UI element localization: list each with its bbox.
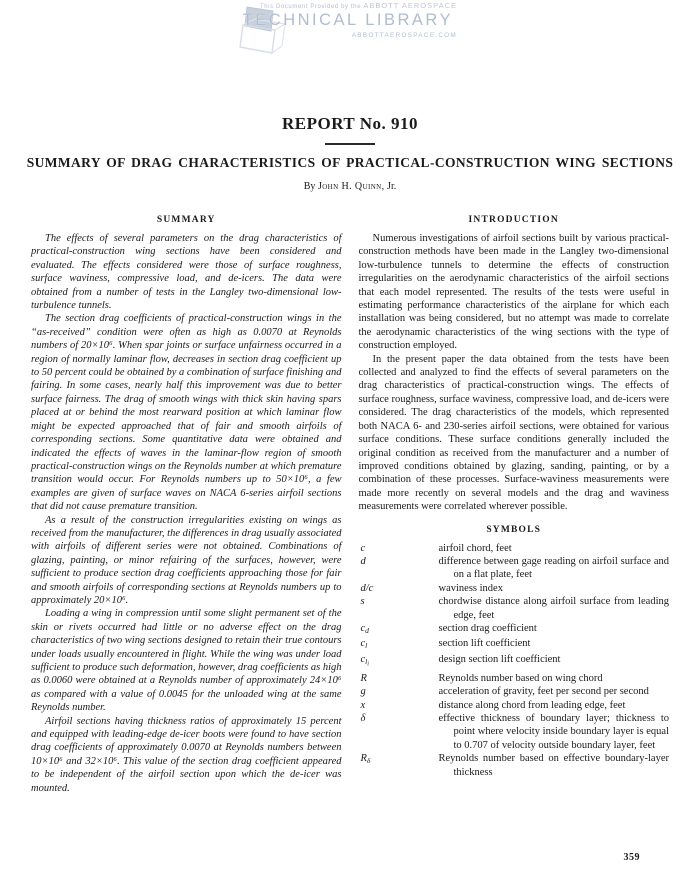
symbol-definition: section lift coefficient (438, 638, 531, 650)
symbol-glyph: cl (360, 638, 368, 651)
summary-paragraphs (31, 232, 342, 795)
symbol-definition: waviness index (438, 582, 503, 594)
symbol-definition: chordwise distance along airfoil surface from leading edge, feet (438, 596, 669, 621)
symbol-row (359, 712, 670, 752)
symbol-definition: design section lift coefficient (438, 653, 561, 665)
page-number: 359 (623, 852, 640, 863)
symbol-definition: Reynolds number based on effective boundary-layer thickness (438, 753, 669, 778)
symbol-glyph: R (360, 672, 367, 684)
page-title: SUMMARY OF DRAG CHARACTERISTICS OF PRACTICAL-CONSTRUCTION WING SECTIONS (26, 155, 674, 170)
symbol-row (359, 622, 670, 637)
symbol-glyph: cd (360, 622, 369, 635)
symbol-definition: Reynolds number based on wing chord (438, 672, 603, 684)
symbol-glyph: d/c (360, 582, 374, 594)
symbol-row (359, 752, 670, 779)
watermark (225, 1, 465, 59)
symbol-glyph: δ (360, 712, 366, 724)
watermark-library-title: TECHNICAL LIBRARY (242, 11, 453, 29)
byline-by: By (303, 181, 316, 192)
symbol-glyph: $cl_i$ (360, 653, 369, 668)
two-column-body (0, 215, 700, 795)
introduction-paragraphs (359, 232, 670, 514)
byline (0, 181, 700, 192)
title-divider (325, 143, 375, 145)
symbol-definition: effective thickness of boundary layer; thickness to point where velocity inside boundary layer is equal to 0.707 of velocity outside boundary layer, feet (438, 712, 669, 751)
symbol-row (359, 653, 670, 672)
symbol-glyph: s (360, 596, 365, 608)
paragraph: The effects of several parameters on the drag characteristics of practical-construction wing sections have been considered and evaluated. The effects considered were those of surface roughness, surface waviness, compressive load, and de-icers. The data were obtained from a number of tests in the Langley two-dimensional low-turbulence tunnels. (31, 233, 342, 312)
paragraph: Numerous investigations of airfoil sections built by various practical-construction methods have been made in the Langley two-dimensional low-turbulence tunnels to determine the effects of construction irregularities on the aerodynamic characteristics of the airfoil sections that each model represented. The results of the tests were useful in estimating performance characteristics of the airplane for which each installation was being considered, but no attempt was made to correlate the aerodynamic characteristics of the wing sections with the type of construction employed. (358, 233, 669, 352)
left-column (31, 215, 342, 795)
right-column (359, 215, 670, 779)
symbol-row (359, 685, 670, 698)
symbol-definition: section drag coefficient (438, 622, 537, 634)
symbol-definition: difference between gage reading on airfoil surface and on a flat plate, feet (438, 555, 669, 581)
symbols-heading: SYMBOLS (486, 524, 542, 535)
symbol-glyph: c (360, 542, 366, 554)
paragraph: As a result of the construction irregularities existing on wings as received from the manufacturer, the differences in drag usually associated with airfoils of different series were not obtained. Combinations of glazing, painting, or minor refairing of the surfaces, however, were sufficient to produce section drag coefficients approaching those for fair and smooth airfoils of corresponding sections at Reynolds numbers up to approximately 20×10⁶. (31, 514, 342, 606)
symbol-row (359, 699, 670, 712)
symbols-list (359, 542, 670, 779)
watermark-brand: ABBOTT AEROSPACE (363, 1, 457, 10)
symbol-row (359, 555, 670, 582)
symbol-row (359, 542, 670, 555)
symbol-row (359, 637, 670, 652)
symbol-glyph: g (360, 686, 366, 698)
watermark-text (243, 1, 457, 39)
summary-heading: SUMMARY (156, 215, 216, 225)
introduction-heading: INTRODUCTION (468, 215, 559, 225)
paragraph: The section drag coefficients of practical-construction wings in the “as-received” condition were often as high as 0.0070 at Reynolds numbers of 20×10⁶. When spar joints or surface unfairness occurred in a region of normally laminar flow, decreases in section drag coefficient up to 50 percent could be obtained by a combination of surface finishing and fairing. In some cases, nearly half this improvement was due to better surface fairness. The drag of smooth wings with thick skin having spars placed at or behind the most rearward position at which laminar flow might be expected approached that of fair and smooth airfoils of corresponding sections. Some quantitative data were obtained and indicated the effects of waves in the laminar-flow region of smooth practical-construction wings on the Reynolds number at which premature transition would occur. For Reynolds numbers up to 50×10⁶, a few examples are given of surface waves on NACA 6-series airfoil sections that did not cause premature transition. (31, 313, 342, 513)
symbol-glyph: x (360, 699, 366, 711)
symbol-row (359, 672, 670, 685)
symbol-row (359, 582, 670, 595)
author-suffix: Jr. (387, 181, 397, 192)
paragraph: Loading a wing in compression until some slight permanent set of the skin or rivets occurred had little or no adverse effect on the drag characteristics of two wing sections designed to retain their true contours under loads usually encountered in flight. While the wing was under load sufficient to produce such deformation, however, drag coefficients as high as 0.0060 were obtained at a Reynolds number of approximately 24×10⁶ as compared with a value of 0.0045 for the unloaded wing at the same Reynolds number. (31, 608, 342, 714)
symbol-definition: distance along chord from leading edge, feet (438, 699, 626, 711)
paragraph: In the present paper the data obtained from the tests have been collected and analyzed to find the effects of several parameters on the drag characteristics of practical-construction wings. The effects of surface roughness, surface waviness, compressive load, and de-icers were considered. The drag characteristics of the models, which represented both NACA 6- and 230-series airfoil sections, were obtained for various surface conditions. These surface conditions generally included the original condition as received from the manufacturer and a number of improved conditions obtained by glazing, sanding, painting, or by a combination of these processes. Surface-waviness measurements were made more recently on several models and the drag and waviness measurements were correlated wherever possible. (358, 353, 669, 513)
symbol-row (359, 595, 670, 622)
symbol-definition: acceleration of gravity, feet per second per second (438, 686, 649, 698)
symbol-glyph: d (360, 555, 366, 567)
watermark-site-link[interactable]: ABBOTTAEROSPACE.COM (351, 32, 457, 39)
report-number: REPORT No. 910 (282, 114, 418, 133)
paragraph: Airfoil sections having thickness ratios of approximately 15 percent and equipped with leading-edge de-icer boots were found to have section drag coefficients of approximately 0.0070 at Reynolds numbers between 10×10⁶ and 32×10⁶. This value of the section drag coefficient appeared to be independent of the airfoil section upon which the de-icer was mounted. (31, 715, 342, 794)
symbol-glyph: Rδ (360, 753, 371, 766)
symbol-definition: airfoil chord, feet (438, 542, 512, 554)
watermark-provided-line (243, 1, 457, 10)
watermark-provided-prefix: This Document Provided by the (259, 4, 362, 10)
author-name: John H. Quinn, (317, 181, 385, 192)
